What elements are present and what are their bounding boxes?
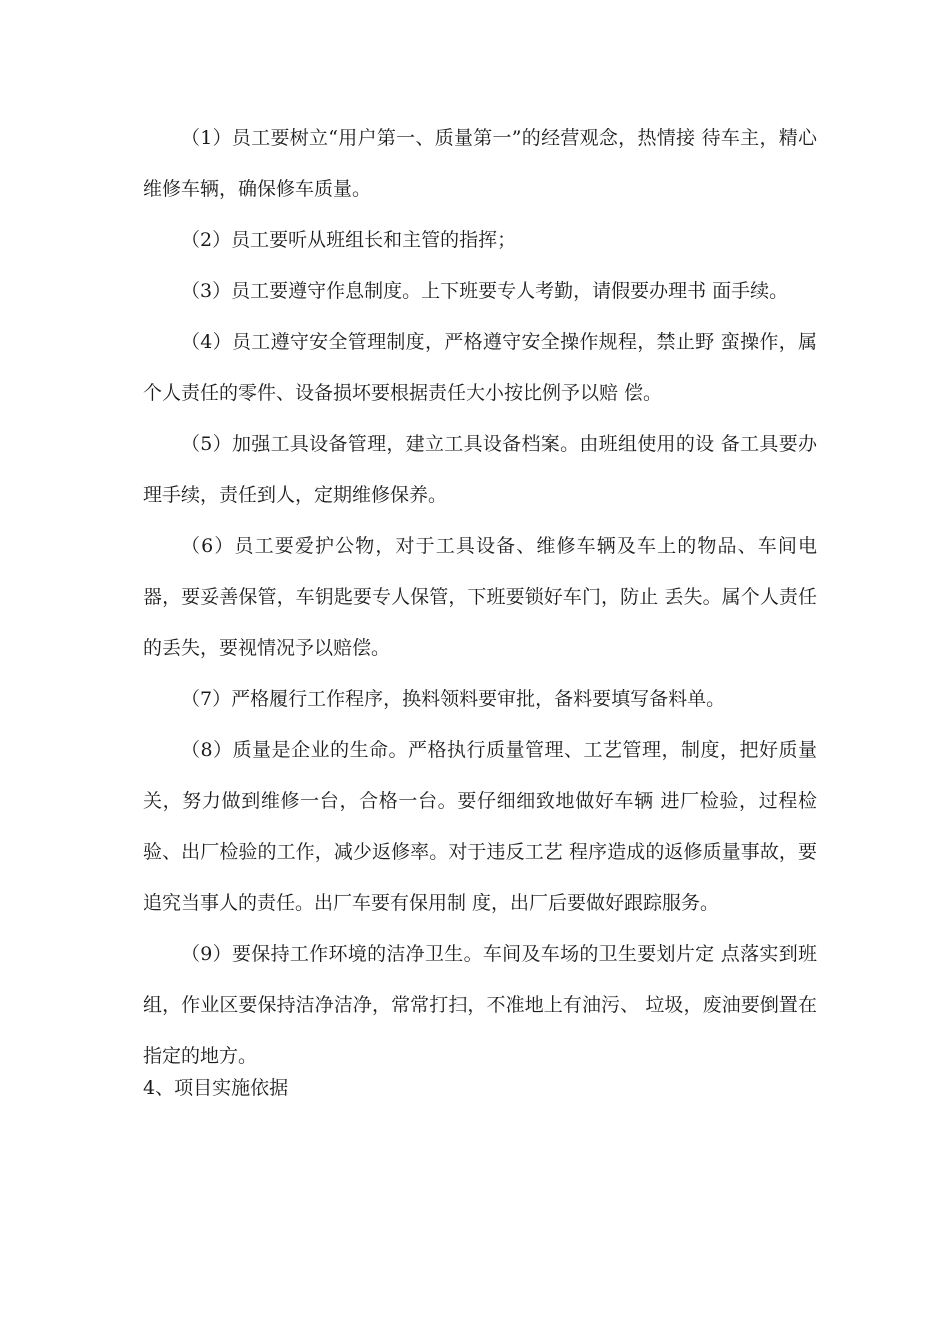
paragraph-7: （7）严格履行工作程序，换料领料要审批，备料要填写备料单。	[181, 688, 726, 710]
paragraph-2: （2）员工要听从班组长和主管的指挥；	[181, 229, 517, 251]
paragraph-1: （1）员工要树立“用户第一、质量第一”的经营观念，热情接 待车主，精心维修车辆，确保修车质量。	[143, 127, 817, 200]
paragraph-5: （5）加强工具设备管理，建立工具设备档案。由班组使用的设 备工具要办理手续，责任到人，定期维修保养。	[143, 433, 817, 506]
paragraph-3: （3）员工要遵守作息制度。上下班要专人考勤，请假要办理书 面手续。	[181, 280, 789, 302]
section-heading: 4、项目实施依据	[143, 1077, 289, 1099]
paragraph-9: （9）要保持工作环境的洁净卫生。车间及车场的卫生要划片定 点落实到班组，作业区要保持洁净洁净，常常打扫，不准地上有油污、 垃圾，废油要倒置在指定的地方。	[143, 943, 817, 1067]
paragraph-6: （6）员工要爱护公物，对于工具设备、维修车辆及车上的物品、车间电器，要妥善保管，车钥匙要专人保管，下班要锁好车门，防止 丢失。属个人责任的丢失，要视情况予以赔偿。	[143, 535, 817, 659]
paragraph-4: （4）员工遵守安全管理制度，严格遵守安全操作规程，禁止野 蛮操作，属个人责任的零件、设备损坏要根据责任大小按比例予以赔 偿。	[143, 331, 817, 404]
paragraph-8: （8）质量是企业的生命。严格执行质量管理、工艺管理，制度，把好质量关，努力做到维修一台，合格一台。要仔细细致地做好车辆 进厂检验，过程检验、出厂检验的工作，减少返修率。对于违反工艺 程序造成的返修质量事故，要追究当事人的责任。出厂车要有保用制 度，出厂后要做好跟踪服务。	[143, 739, 817, 914]
document-body	[143, 113, 817, 1107]
